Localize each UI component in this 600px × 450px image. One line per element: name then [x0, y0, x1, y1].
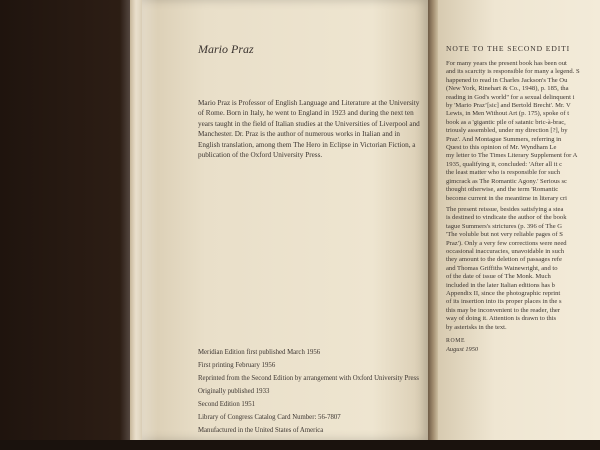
- manufactured-line: Manufactured in the United States of America: [198, 427, 324, 434]
- table-surface-bottom: [0, 440, 600, 450]
- publication-info: [198, 348, 420, 439]
- reprinted-line: Reprinted from the Second Edition by arrangement with Oxford University Press: [198, 375, 419, 382]
- first-printing-line: First printing February 1956: [198, 362, 276, 369]
- lccn-line: Library of Congress Catalog Card Number: 56-7807: [198, 414, 341, 421]
- originally-published-line: Originally published 1933: [198, 388, 270, 395]
- second-edition-line: Second Edition 1951: [198, 401, 256, 408]
- book-page-edges: [130, 0, 142, 450]
- note-paragraph-2: The present reissue, besides satisfying a stea is destined to vindicate the author of the book tague Summers's strictures (p. 396 of The G 'The voluble but not very reliable pages of S Praz'). Only a very few corrections were need occasional inaccuracies, unavoidable in such they amount to the deletion of passages refe and Thomas Griffiths Wainewright, and to of the date of issue of The Monk. Much included in the later Italian editions has b Appendix II, since the photographic reprint of its insertion into its proper places in the s this may be inconvenient to the reader, ther way of doing it. Attention is drawn to this by asterisks in the text.: [446, 205, 567, 331]
- note-place: ROME: [446, 338, 466, 344]
- note-paragraph-1: For many years the present book has been out and its scarcity is responsible for many a legend. S happened to read in Charles Jackson's The Ou (New York, Rinehart & Co., 1948), p. 185, tha reading in God's world" for a sexual delinquent i by 'Mario Praz’[sic] and Bertold Brecht'. Mr. V Lewis, in Men Without Art (p. 175), spoke of t book as a 'gigantic pile of satanic bric-à-brac, triously assembled, under my direction [?], by Praz'. And Montague Summers, referring in Quest to this opinion of Mr. Wyndham Le my letter to The Times Literary Supplement for A 1935, qualifying it, concluded: 'After all it c the least matter who is responsible for such gimcrack as The Romantic Agony.' Serious sc thought otherwise, and the term 'Romantic become current in the meantime in literary cri: [446, 60, 580, 202]
- author-name: Mario Praz: [198, 42, 254, 56]
- meridian-edition-line: Meridian Edition first published March 1956: [198, 349, 321, 356]
- author-bio: Mario Praz is Professor of English Language and Literature at the University of Rome. Born in Italy, he went to England in 1923 and during the next ten years taught in the field of Italian studies at the Universities of Liverpool and Manchester. Dr. Praz is the author of numerous works in Italian and in English translation, among them The Hero in Eclipse in Victorian Fiction, a publication of the Oxford University Press.: [198, 99, 420, 160]
- second-edition-note: [446, 44, 600, 353]
- book-gutter: [428, 0, 438, 450]
- note-date: August 1950: [446, 346, 479, 353]
- note-heading: NOTE TO THE SECOND EDITI: [446, 44, 571, 53]
